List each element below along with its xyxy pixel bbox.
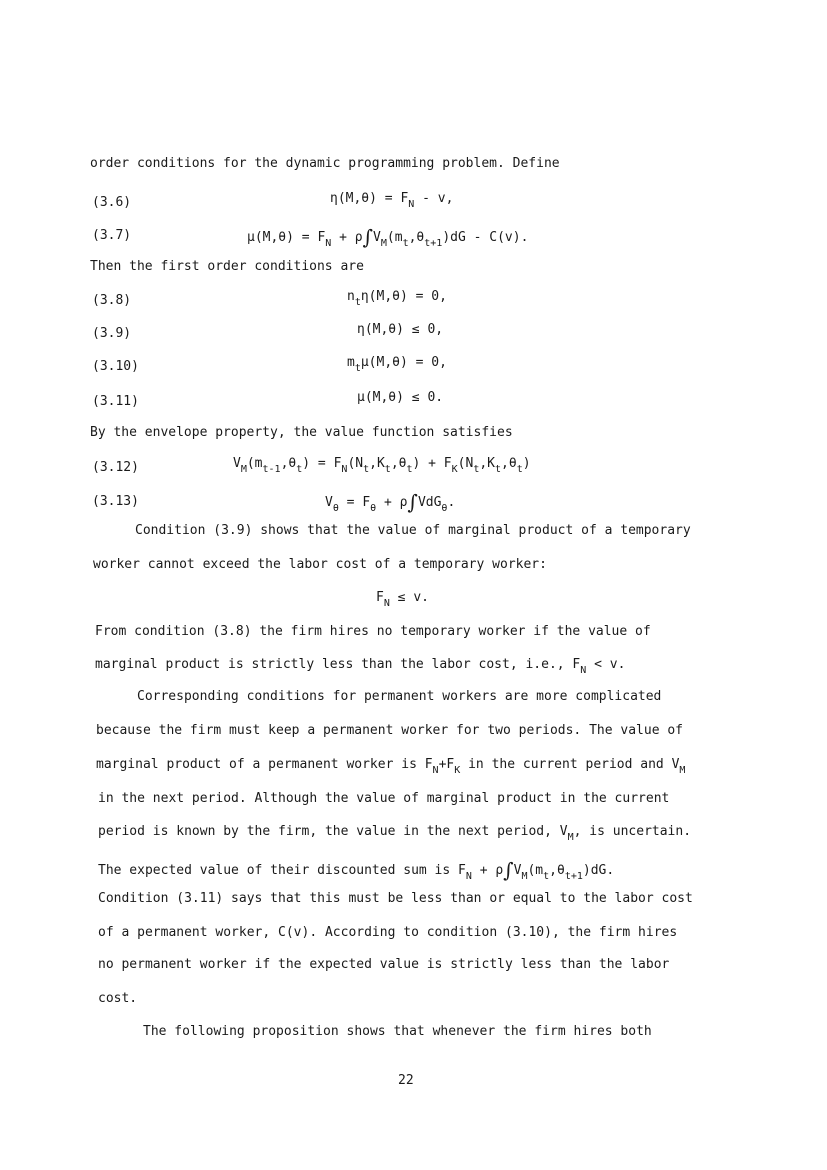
text-line: The expected value of their discounted sum is $F_N + \rho\int V_M(m_t,\theta_{t+1})dG$.	[98, 858, 615, 882]
text-line: By the envelope property, the value function satisfies	[90, 425, 513, 440]
inequality: $F_N \le v$.	[376, 590, 429, 609]
text-line: worker cannot exceed the labor cost of a temporary worker:	[93, 557, 547, 572]
equation-number: (3.13)	[92, 494, 139, 509]
text-line: Condition (3.11) says that this must be less than or equal to the labor cost	[98, 891, 693, 906]
text-line: Corresponding conditions for permanent workers are more complicated	[137, 689, 662, 704]
text-line: of a permanent worker, C(v). According to condition (3.10), the firm hires	[98, 925, 678, 940]
text-line: because the firm must keep a permanent worker for two periods. The value of	[96, 723, 683, 738]
equation-3-13: $V_\theta = F_\theta + \rho\int VdG_\theta$.	[325, 490, 456, 514]
equation-3-7: $\mu(M,\theta) = F_N + \rho\int V_M(m_t,\theta_{t+1})dG - C(v)$.	[247, 225, 529, 249]
equation-number: (3.9)	[92, 326, 132, 341]
equation-3-6: $\eta(M,\theta) = F_N - v$,	[330, 191, 454, 210]
equation-number: (3.11)	[92, 394, 139, 409]
equation-number: (3.12)	[92, 460, 139, 475]
text-line: The following proposition shows that whenever the firm hires both	[143, 1024, 652, 1039]
text-line: in the next period. Although the value of marginal product in the current	[98, 791, 670, 806]
equation-3-8: $n_t\eta(M,\theta) = 0$,	[347, 289, 447, 308]
text-line: period is known by the firm, the value in the next period, $V_M$, is uncertain.	[98, 824, 692, 843]
equation-number: (3.6)	[92, 195, 132, 210]
equation-3-9: η(M,θ) ≤ 0,	[357, 322, 444, 337]
equation-3-12: $V_M(m_{t-1},\theta_t) = F_N(N_t,K_t,\theta_t) + F_K(N_t,K_t,\theta_t)$	[233, 456, 531, 475]
equation-3-10: $m_t\mu(M,\theta) = 0$,	[347, 355, 447, 374]
page-number: 22	[398, 1073, 414, 1088]
equation-number: (3.10)	[92, 359, 139, 374]
text-line: order conditions for the dynamic programming problem. Define	[90, 156, 560, 171]
text-line: cost.	[98, 991, 138, 1006]
text-line: marginal product of a permanent worker is $F_N+F_K$ in the current period and $V_M$	[96, 757, 686, 776]
text-line: Condition (3.9) shows that the value of marginal product of a temporary	[135, 523, 691, 538]
equation-number: (3.8)	[92, 293, 132, 308]
text-line: no permanent worker if the expected value is strictly less than the labor	[98, 957, 670, 972]
equation-number: (3.7)	[92, 228, 132, 243]
equation-3-11: μ(M,θ) ≤ 0.	[357, 390, 444, 405]
text-line: Then the first order conditions are	[90, 259, 364, 274]
text-line: marginal product is strictly less than the labor cost, i.e., $F_N < v$.	[95, 657, 626, 676]
text-line: From condition (3.8) the firm hires no temporary worker if the value of	[95, 624, 651, 639]
